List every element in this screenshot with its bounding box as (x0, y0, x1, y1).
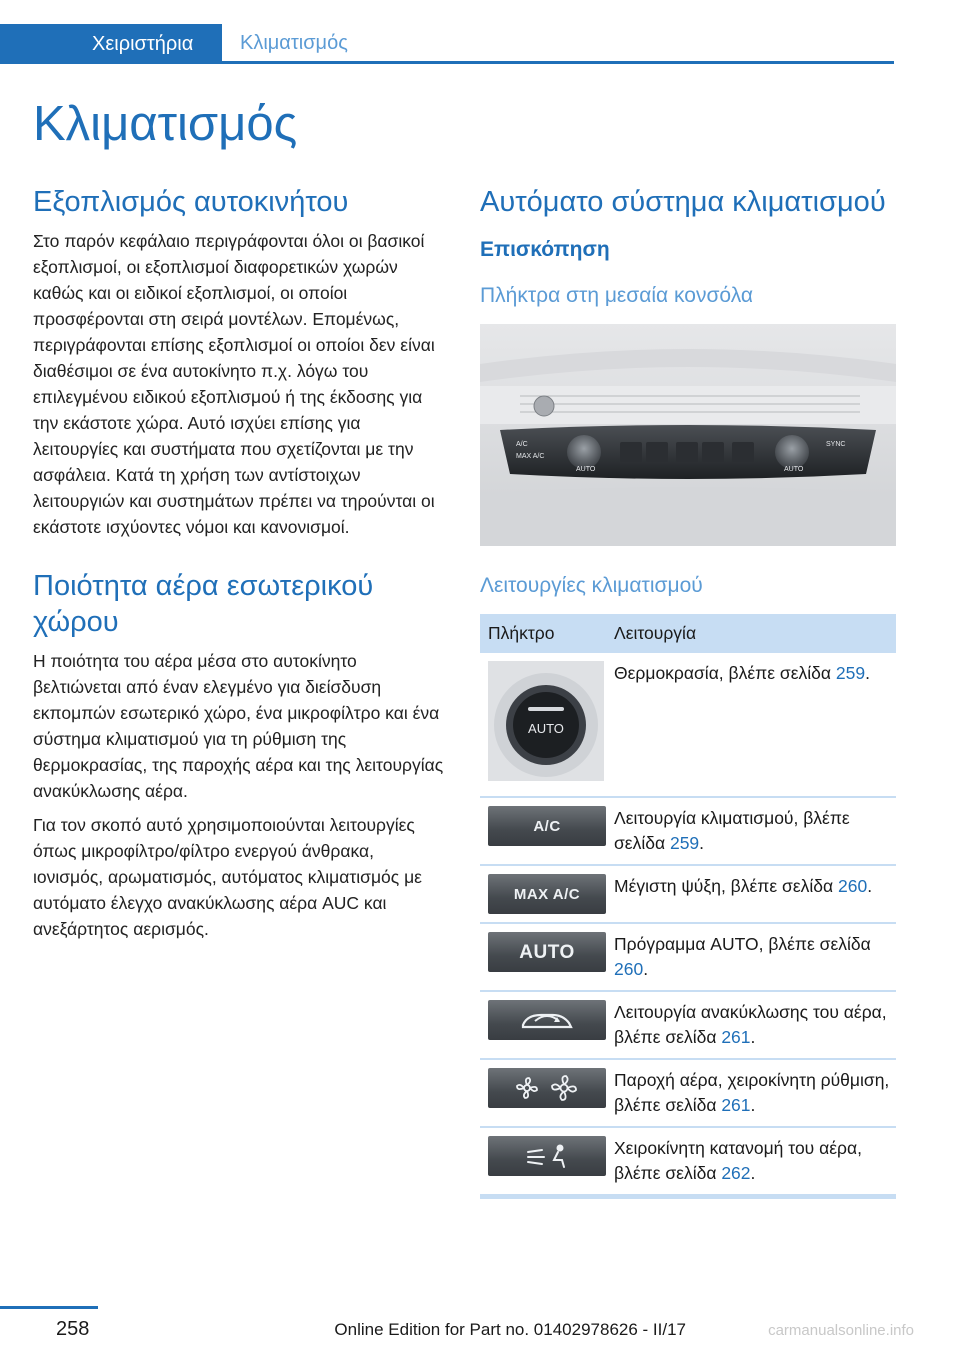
air-quality-title: Ποιότητα αέρα εσωτερικού χώρου (33, 570, 374, 638)
key-cell (480, 653, 606, 797)
tab-controls[interactable]: Χειριστήρια (0, 24, 222, 64)
function-text-tail: . (643, 959, 649, 979)
function-text: Μέγιστη ψύξη, βλέπε σελίδα (614, 876, 838, 896)
fan-icon (512, 1074, 582, 1102)
knob-auto-label: AUTO (528, 721, 564, 736)
functions-heading: Λειτουργίες κλιματισμού (480, 574, 703, 597)
console-max-ac-label: MAX A/C (516, 453, 545, 460)
function-text: Θερμοκρασία, βλέπε σελίδα (614, 663, 836, 683)
table-header-row (480, 614, 896, 653)
footer-rule (0, 1306, 98, 1309)
equipment-text: Στο παρόν κεφάλαιο περιγράφονται όλοι οι βασικοί εξοπλισμοί, οι εξοπλισμοί διαφορετικών χωρών καθώς και οι ειδικοί εξοπλισμοί, οι οποίοι προσφέρονται στη σειρά μοντέλων. Επομένως, περιγράφονται επίσης εξοπλισμοί οι οποίοι δεν είναι διαθέσιμοι σε ένα αυτοκίνητο π.χ. λόγω του επιλεγμένου ειδικού εξοπλισμού ή της έκδοσης για την εκάστοτε χώρα. Αυτό ισχύει επίσης για λειτουργίες και συστήματα που σχετίζονται με την ασφάλεια. Κατά τη χρήση των αντίστοιχων λειτουργιών και συστημάτων πρέπει να τηρούνται οι εκάστοτε ισχύοντες νόμοι και κανονισμοί. (33, 231, 435, 537)
console-auto-right-label: AUTO (784, 466, 804, 473)
key-cell (480, 923, 606, 991)
key-cell (480, 991, 606, 1059)
function-cell (606, 797, 896, 865)
tab-climate[interactable]: Κλιματισμός (240, 32, 348, 54)
function-text-tail: . (750, 1163, 756, 1183)
function-text: Λειτουργία ανακύκλωσης του αέρα, βλέπε σελίδα (614, 1002, 887, 1047)
ac-label: A/C (533, 817, 561, 835)
auto-temp-knob-icon (488, 661, 604, 781)
page-header (0, 24, 894, 64)
page-ref-link[interactable]: 261 (721, 1027, 751, 1047)
right-column (480, 184, 896, 1199)
table-row (480, 991, 896, 1059)
equipment-title: Εξοπλισμός αυτοκινήτου (33, 186, 349, 218)
page-ref-link[interactable]: 262 (721, 1163, 751, 1183)
function-text-tail: . (750, 1095, 756, 1115)
max-ac-label: MAX A/C (513, 885, 581, 903)
table-row (480, 923, 896, 991)
page-ref-link[interactable]: 260 (614, 959, 644, 979)
max-ac-button-icon (488, 874, 606, 914)
center-console-illustration (480, 324, 896, 546)
table-row (480, 1127, 896, 1197)
function-text: Λειτουργία κλιματισμού, βλέπε σελίδα (614, 808, 850, 853)
function-text: Πρόγραμμα AUTO, βλέπε σελίδα (614, 934, 871, 954)
page-ref-link[interactable]: 261 (721, 1095, 751, 1115)
function-cell (606, 865, 896, 923)
center-console-photo (480, 324, 896, 546)
console-sync-label: SYNC (826, 441, 846, 448)
function-cell (606, 991, 896, 1059)
recirculation-button-icon (488, 1000, 606, 1040)
function-cell (606, 1127, 896, 1197)
function-cell (606, 1059, 896, 1127)
table-row (480, 865, 896, 923)
left-column (33, 184, 449, 942)
table-row (480, 797, 896, 865)
page-number: 258 (56, 1318, 90, 1340)
overview-heading: Επισκόπηση (480, 238, 610, 261)
air-quality-text-2: Για τον σκοπό αυτό χρησιμοποιούνται λειτουργίες όπως μικροφίλτρο/φίλτρο ενεργού άνθρακα, ιονισμός, αρωματισμός, αυτόματος κλιματισμός με αυτόματο έλεγχο ανακύκλωσης αέρα AUC και ανεξάρτητος αερισμός. (33, 815, 422, 939)
auto-climate-title: Αυτόματο σύστημα κλιματισμού (480, 186, 886, 218)
function-text-tail: . (867, 876, 873, 896)
auto-label: AUTO (519, 941, 575, 963)
watermark: carmanualsonline.info (768, 1322, 914, 1339)
key-cell (480, 1059, 606, 1127)
recirculation-icon (517, 1007, 577, 1033)
console-ac-label: A/C (516, 441, 528, 448)
function-cell (606, 923, 896, 991)
page-ref-link[interactable]: 259 (835, 663, 866, 683)
function-text-tail: . (750, 1027, 756, 1047)
page-ref-link[interactable]: 259 (669, 833, 700, 853)
function-text-tail: . (699, 833, 705, 853)
page-ref-link[interactable]: 260 (837, 876, 868, 896)
ac-button-icon (488, 806, 606, 846)
col-header-function: Λειτουργία (606, 614, 896, 653)
page-title: Κλιματισμός (33, 97, 298, 151)
table-row (480, 653, 896, 797)
console-heading: Πλήκτρα στη μεσαία κονσόλα (480, 284, 754, 307)
console-auto-left-label: AUTO (576, 466, 596, 473)
function-text: Παροχή αέρα, χειροκίνητη ρύθμιση, βλέπε σελίδα (614, 1070, 890, 1115)
function-cell (606, 653, 896, 797)
function-text-tail: . (865, 663, 870, 683)
function-text: Χειροκίνητη κατανομή του αέρα, βλέπε σελίδα (614, 1138, 862, 1183)
key-cell (480, 797, 606, 865)
air-quality-text-1: Η ποιότητα του αέρα μέσα στο αυτοκίνητο βελτιώνεται από έναν ελεγμένο για διείσδυση εκπομπών εσωτερικό χώρο, ένα μικροφίλτρο και ένα σύστημα κλιματισμού για τη ρύθμιση της θερμοκρασίας, της παροχής αέρα και της λειτουργίας ανακύκλωσης αέρα. (33, 651, 444, 801)
fan-button-icon (488, 1068, 606, 1108)
edition-note: Online Edition for Part no. 01402978626 - II/17 (334, 1320, 686, 1339)
auto-button-icon (488, 932, 606, 972)
header-rule (0, 61, 894, 64)
col-header-key: Πλήκτρο (480, 614, 606, 653)
climate-functions-table (480, 614, 896, 1199)
key-cell (480, 865, 606, 923)
key-cell (480, 1127, 606, 1197)
table-row (480, 1059, 896, 1127)
air-distribution-icon (522, 1142, 572, 1170)
air-distribution-button-icon (488, 1136, 606, 1176)
